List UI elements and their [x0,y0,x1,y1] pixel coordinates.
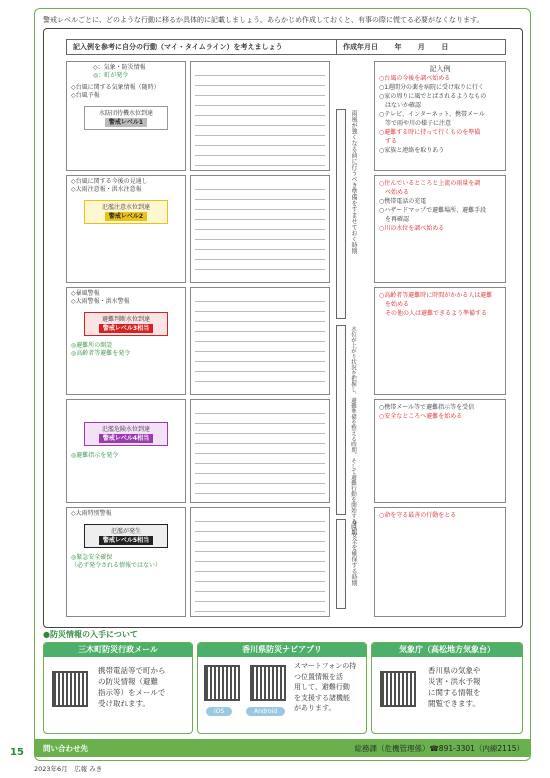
example-item: ○1週間分の薬を病院に受け取りに行く [379,84,485,91]
box-title: 気象庁（高松地方気象台） [372,643,522,657]
example-item: はないか確認 [379,102,422,109]
level-badge: 警戒レベル4相当 [99,434,153,443]
example-cell-1 [374,61,506,171]
write-cell-5[interactable] [190,507,330,617]
qr-code-icon[interactable] [380,671,416,707]
level-box-2 [84,200,168,224]
info-cell-2 [66,175,186,283]
example-item: その他の人は避難できるよう準備する [379,310,488,317]
intro-text: 警戒レベルごとに、どのような行動に移るか具体的に記載しましょう。あらかじめ作成しておくと、有事の際に慌てる必要がなくなります。 [43,16,484,24]
town-notes-5 [67,552,185,572]
alert-item: ◇大雨特別警報 [71,510,112,517]
info-cell-5 [66,507,186,617]
info-cell-3 [66,287,186,395]
town-note: （必ず発令される情報ではない） [71,562,162,569]
example-cell-5 [374,507,506,617]
box-text: 香川県の気象や 災害・洪水予報 に関する情報を 閲覧できます。 [428,666,481,708]
town-note: ◎高齢者等避難を発令 [71,350,131,357]
android-badge[interactable]: Android [246,707,285,716]
example-item: を再確認 [379,216,410,223]
page-number: 15 [10,747,24,758]
level-badge: 警戒レベル3相当 [99,324,153,333]
box-title: 香川県防災ナビアプリ [198,643,366,657]
example-list-5 [375,508,505,523]
town-notes-3 [67,340,185,360]
alerts-2 [67,176,185,196]
write-cell-3[interactable] [190,287,330,395]
alerts-1 [67,82,185,102]
alert-item: ◇台風に関する気象情報（随時） [71,84,160,91]
alerts-5 [67,508,185,520]
example-item: ○住んでいるところと上流の雨量を調 [379,180,481,187]
alerts-3 [67,288,185,308]
info-box-app [197,642,367,734]
contact-info: 総務課（危機管理係）☎891-3301（内線2115） [354,743,524,753]
level-badge: 警戒レベル2 [105,212,147,221]
phase-label: 水位が上がり状況を把握し、避難準備を整える時期、そして避難行動を開始する時期 [350,326,356,535]
timeline-frame [43,28,523,628]
level-box-5 [84,524,168,548]
page-frame [34,8,531,761]
alert-item: ◇大雨注意報・洪水注意報 [71,186,142,193]
phase-arrow-3 [336,519,357,609]
example-item: を始める [379,301,410,308]
level-badge: 警戒レベル5相当 [99,536,153,545]
ios-badge[interactable]: iOS [206,707,232,716]
write-cell-4[interactable] [190,399,330,503]
legend-town: ◎：町が発令 [93,72,129,79]
example-list-2 [375,176,505,236]
example-list-1 [375,62,505,158]
example-item: ○安全なところへ避難を始める [379,413,463,420]
info-cell-1 [66,61,186,171]
alert-item: ◇台風に関する今後の見通し [71,178,148,185]
phase-arrow-1 [336,109,357,319]
date-field[interactable] [337,42,505,52]
example-list-3 [375,288,505,321]
day-label: 日 [441,43,449,51]
phase-label: 身の安全を確保する時期 [350,520,357,586]
date-label: 作成年月日 [343,43,378,51]
example-item: ○命を守る最善の行動をとる [379,512,457,519]
level-box-3 [84,312,168,336]
timeline-title: 記入例を参考に自分の行動（マイ・タイムライン）を考えましょう [67,40,337,54]
example-list-4 [375,400,505,424]
info-box-jma [371,642,523,734]
qr-code-icon[interactable] [204,665,240,701]
alert-item: ◇台風予報 [71,92,100,99]
write-cell-2[interactable] [190,175,330,283]
write-cell-1[interactable] [190,61,330,171]
level-box-1 [84,106,168,130]
example-item: べ始める [379,189,410,196]
level-box-4 [84,422,168,446]
qr-code-icon[interactable] [250,665,286,701]
example-cell-4 [374,399,506,503]
town-notes-4 [67,450,185,462]
box-title: 三木町防災行政メール [44,643,192,657]
level-text: 氾濫危険水位到達 [101,426,150,433]
example-cell-3 [374,287,506,395]
town-note: ◎避難指示を発令 [71,452,119,459]
legend-weather: ◇：気象・防災情報 [93,64,146,71]
example-item: ○避難する時に持って行くものを準備 [379,129,481,136]
example-item: する [379,138,398,145]
year-label: 年 [394,43,402,51]
phase-label: 雨風が強くなる前に行うべき準備をすませておく時期 [350,110,357,254]
example-item: 等で雨や川の様子に注意 [379,120,452,127]
town-note: ◎避難所の開設 [71,342,113,349]
box-text: 携帯電話等で町から の防災情報（避難 指示等）をメールで 受け取れます。 [98,666,166,708]
level-text: 氾濫が発生 [110,528,141,535]
legend [67,62,185,82]
timeline-header [66,39,506,55]
info-cell-4 [66,399,186,503]
example-item: ○家族と連絡を取りあう [379,147,445,154]
example-item: ○ハザードマップで避難場所、避難手段 [379,207,487,214]
example-item: ○高齢者等避難時に時間がかかる人は避難 [379,292,493,299]
example-item: ○携帯メール等で避難指示等を受信 [379,404,475,411]
box-text: スマートフォンの持 つ位置情報を活 用して、避難行動 を支援する諸機能 があります。 [294,662,357,712]
level-text: 氾濫注意水位到達 [101,204,150,211]
example-item: ○川の水位を調べ始める [379,225,445,232]
phase-arrow-2 [336,325,356,535]
section-title: ●防災情報の入手について [43,630,138,639]
contact-footer [35,739,531,757]
example-item: ○テレビ、インターネット、携帯メール [379,111,485,118]
example-item: ○台風の今後を調べ始める [379,75,451,82]
example-title: 記入例 [429,65,451,73]
alert-item: ◇暴風警報 [71,290,100,297]
month-label: 月 [417,43,425,51]
level-text: 水防団待機水位到達 [98,110,153,117]
level-badge: 警戒レベル1 [105,118,147,127]
page-info: 2023年6月 広報 みき [34,765,103,773]
example-item: ○携帯電話の充電 [379,198,427,205]
info-box-mail [43,642,193,734]
town-note: ◎緊急安全確保 [71,554,113,561]
qr-code-icon[interactable] [52,671,88,707]
example-item: ○家の周りに風でとばされるようなもの [379,93,487,100]
example-cell-2 [374,175,506,283]
alert-item: ◇大雨警報・洪水警報 [71,298,130,305]
level-text: 避難判断水位到達 [101,316,150,323]
contact-label: 問い合わせ先 [43,743,88,753]
